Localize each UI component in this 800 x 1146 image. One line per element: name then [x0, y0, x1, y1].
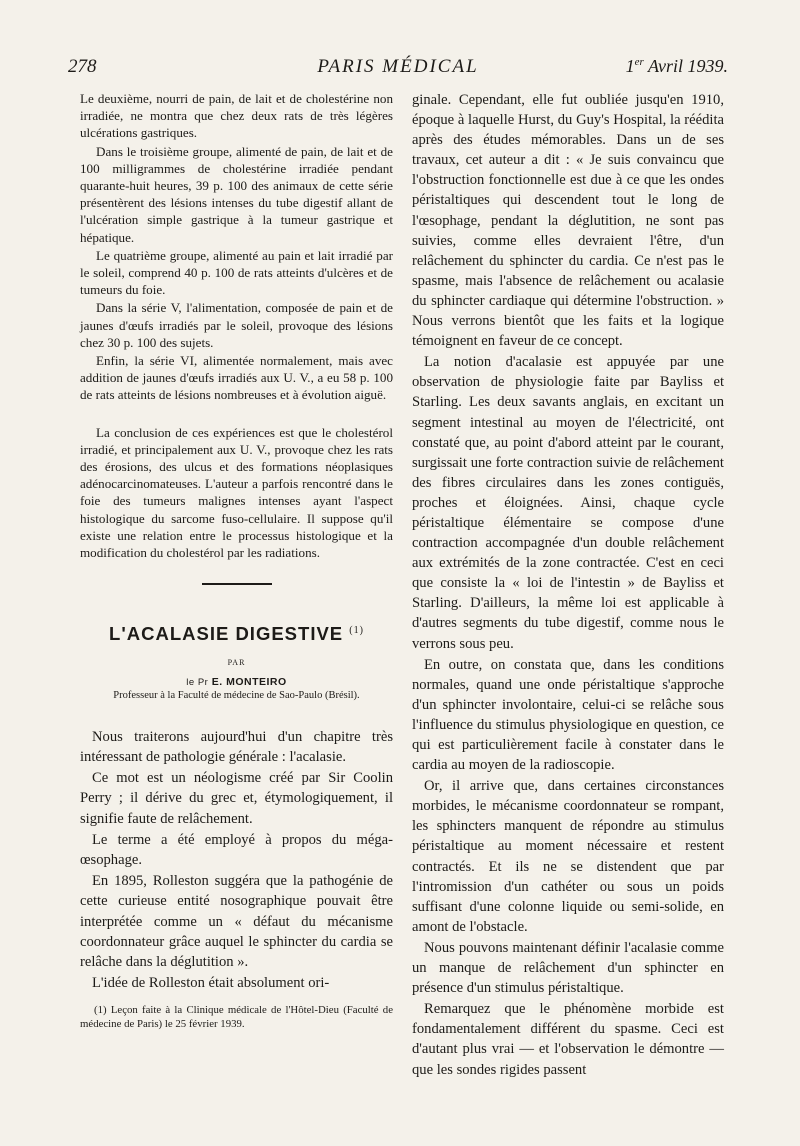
- paragraph: En 1895, Rolleston suggéra que la pathogénie de cette curieuse entité nosographique pouvait être interprétée comme un « défaut du mécanisme coordonnateur grâce auquel le sphincter du cardia se relâche dans la déglutition ».: [80, 873, 393, 971]
- paragraph: Nous traiterons aujourd'hui d'un chapitre très intéressant de pathologie générale : l'acalasie.: [80, 728, 393, 765]
- paragraph: Ce mot est un néologisme créé par Sir Coolin Perry ; il dérive du grec et, étymologiquement, il signifie faute de relâchement.: [80, 770, 393, 827]
- previous-article-end: [80, 90, 393, 561]
- section-divider: [202, 583, 272, 585]
- byline-par: PAR: [227, 657, 246, 667]
- paragraph: L'idée de Rolleston était absolument ori-: [92, 975, 330, 992]
- author-affiliation: Professeur à la Faculté de médecine de Sao-Paulo (Brésil).: [113, 689, 360, 701]
- title-footnote-marker: (1): [349, 624, 364, 636]
- footnote-text: (1) Leçon faite à la Clinique médicale de l'Hôtel-Dieu (Faculté de médecine de Paris) le 25 février 1939.: [80, 1004, 393, 1031]
- paragraph: Dans la série V, l'alimentation, composée de pain et de jaunes d'œufs irradiés par le soleil, provoque des lésions chez 30 p. 100 des sujets.: [80, 300, 393, 350]
- paragraph: Le quatrième groupe, alimenté au pain et lait irradié par le soleil, comprend 40 p. 100 de rats atteints d'ulcères et de tumeurs du foie.: [80, 247, 393, 298]
- paragraph: Enfin, la série VI, alimentée normalement, mais avec addition de jaunes d'œufs irradiés aux U. V., a eu 58 p. 100 de rats atteints de lésions nombreuses et à évolution aiguë.: [80, 353, 393, 403]
- journal-title: PARIS MÉDICAL: [317, 56, 479, 77]
- page-number: 278: [68, 56, 97, 77]
- conclusion-paragraph: La conclusion de ces expériences est que le cholestérol irradié, et principalement aux U. V., provoque chez les rats des érosions, des ulcus et des formations néoplasiques adénocarcinomateuses. L'auteur a parfois rencontré dans le foie des tumeurs malignes intenses ayant l'aspect histologique du sarcome fuso-cellulaire. Il suppose qu'il existe une relation entre le processus histologique et la modification du cholestérol par les radiations.: [80, 424, 393, 561]
- left-column: [80, 90, 393, 1031]
- paragraph: Le terme a été employé à propos du méga-œsophage.: [80, 831, 393, 868]
- paragraph: Remarquez que le phénomène morbide est fondamentalement différent du spasme. Ceci est d'autant plus vrai — et l'observation le démontre — que les sondes rigides passent: [412, 1001, 724, 1078]
- paragraph: Nous pouvons maintenant définir l'acalasie comme un manque de relâchement d'un sphincter en présence d'un stimulus péristaltique.: [412, 939, 724, 997]
- footnote: [80, 1003, 393, 1031]
- paragraph: En outre, on constata que, dans les conditions normales, quand une onde péristaltique s'approche d'un sphincter involontaire, celui-ci se relâche sous l'influence du stimulus physiologique en question, ce qui est particulièrement facile à constater dans le cardia au moyen de la radioscopie.: [412, 656, 724, 774]
- issue-date: 1er Avril 1939.: [625, 56, 728, 76]
- author: le Pr E. MONTEIRO: [186, 675, 287, 688]
- paragraph: ginale. Cependant, elle fut oubliée jusqu'en 1910, époque à laquelle Hurst, du Guy's Hospital, la réédita après des études mémorables. Dans un de ses travaux, cet auteur a dit : « Je suis convaincu que l'obstruction fonctionnelle est due à ce que les ondes péristaltiques qui descendent tout le long de l'œsophage, pendant la déglutition, ne sont pas suivies, comme elles devraient l'être, d'un relâchement du sphincter du cardia. Ce n'est pas le spasme, mais l'absence de relâchement ou acalasie du sphincter cardiaque qui détermine l'obstruction. » Nous verrons bientôt que les faits et la logique témoignent en faveur de ce concept.: [412, 92, 724, 350]
- article-body-left: [80, 727, 393, 994]
- paragraph: Le deuxième, nourri de pain, de lait et de cholestérine non irradiée, ne montra que chez deux rats de très légères ulcérations gastriques.: [80, 91, 393, 141]
- article-title: L'ACALASIE DIGESTIVE $^{(1)}$: [109, 622, 364, 644]
- paragraph: La notion d'acalasie est appuyée par une observation de physiologie faite par Bayliss et Starling. Les deux savants anglais, en excitant un segment intestinal au moyen de l'électricité, ont constaté que, au point d'abord atteint par le courant, surgissait une forte contraction suivie de relâchement des fibres circulaires dans les zones contiguës, proches et éloignées. Ainsi, chaque cycle péristaltique élémentaire se compose d'une contraction accompagnée d'un double relâchement aux extrémités de la zone contractée. C'est en ceci que consiste la « loi de l'intestin » de Bayliss et Starling. D'ailleurs, la même loi est applicable à d'autres segments du tube digestif, comme nous le verrons sous peu.: [412, 354, 724, 652]
- paragraph: Or, il arrive que, dans certaines circonstances morbides, le mécanisme coordonnateur se rompant, les sphincters manquent de répondre au stimulus péristaltique au moment nécessaire et restent contractés. Et ils ne se distendent que par l'intromission d'un cathéter ou sous un poids suffisant d'une colonne liquide ou semi-solide, en amont de l'obstacle.: [412, 778, 724, 935]
- paragraph: Dans le troisième groupe, alimenté de pain, de lait et de 100 milligrammes de cholestérine irradiée pendant quarante-huit heures, 39 p. 100 des animaux de cette série présentèrent des lésions intenses du tube digestif allant de l'ulcération simple gastrique à la tumeur gastrique et hépatique.: [80, 143, 393, 245]
- running-header: [68, 56, 728, 84]
- right-column: [412, 90, 724, 1080]
